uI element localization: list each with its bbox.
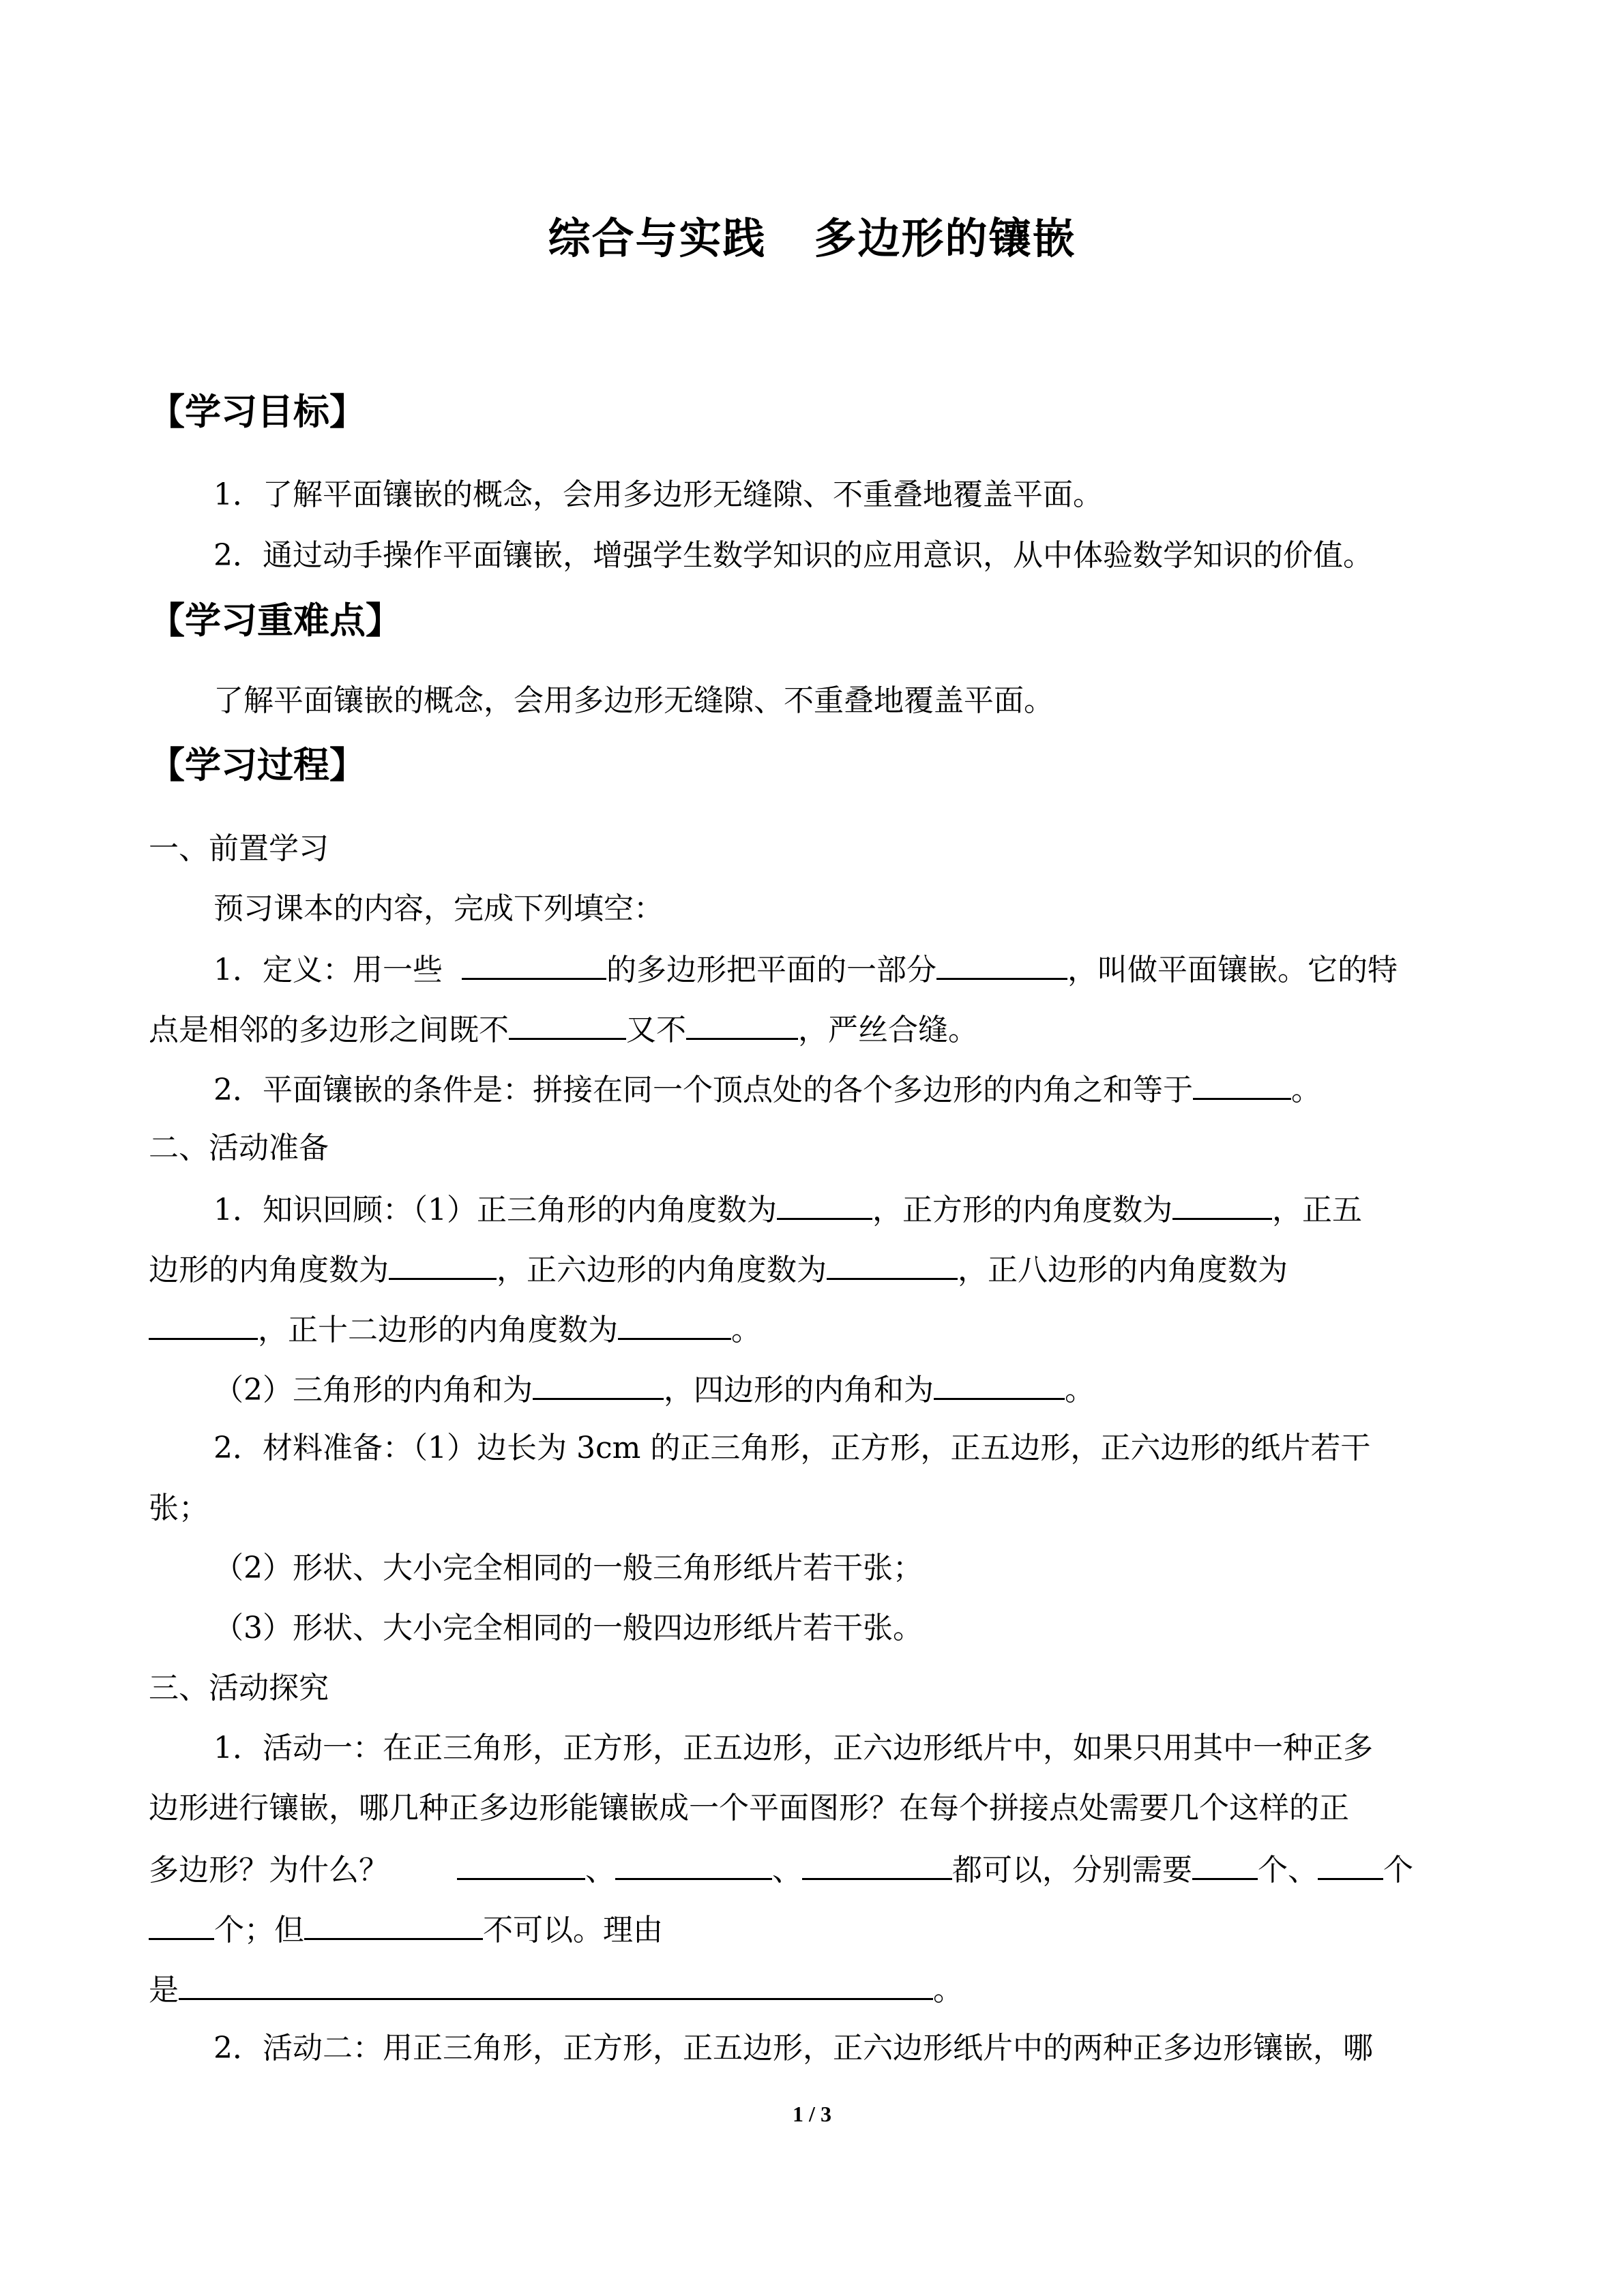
- blank-field[interactable]: [1192, 1848, 1258, 1880]
- question-review-cont-2: ，正十二边形的内角度数为 。: [149, 1308, 761, 1351]
- blank-field[interactable]: [615, 1848, 772, 1880]
- blank-field[interactable]: [457, 1848, 585, 1880]
- question-review: 1．知识回顾：（1）正三角形的内角度数为 ，正方形的内角度数为 ，正五: [213, 1188, 1362, 1231]
- blank-field[interactable]: [149, 1308, 258, 1340]
- goal-1: 1．了解平面镶嵌的概念，会用多边形无缝隙、不重叠地覆盖平面。: [213, 477, 1103, 512]
- blank-field[interactable]: [1172, 1188, 1272, 1220]
- blank-field[interactable]: [934, 1368, 1065, 1400]
- section-1-heading: 一、前置学习: [149, 831, 329, 866]
- question-definition: 1．定义：用一些 的多边形把平面的一部分 ，叫做平面镶嵌。它的特: [213, 948, 1398, 991]
- blank-field[interactable]: [1193, 1068, 1291, 1100]
- activity-2: 2．活动二：用正三角形，正方形，正五边形，正六边形纸片中的两种正多边形镶嵌，哪: [213, 2031, 1373, 2066]
- question-review-cont-1: 边形的内角度数为 ，正六边形的内角度数为 ，正八边形的内角度数为: [149, 1248, 1288, 1291]
- page-title: [0, 208, 1624, 269]
- heading-learning-goals: 【学习目标】: [149, 391, 366, 433]
- question-angle-sum: （2）三角形的内角和为 ，四边形的内角和为 。: [213, 1368, 1095, 1411]
- blank-field[interactable]: [802, 1848, 952, 1880]
- materials-1-cont: 张；: [149, 1491, 209, 1525]
- activity-1-cont-4: 是 。: [149, 1968, 963, 2011]
- blank-field[interactable]: [509, 1008, 626, 1040]
- question-condition: 2．平面镶嵌的条件是：拼接在同一个顶点处的各个多边形的内角之和等于 。: [213, 1068, 1321, 1111]
- blank-field[interactable]: [304, 1908, 483, 1940]
- page-number: 1 / 3: [793, 2102, 831, 2126]
- blank-field[interactable]: [179, 1968, 933, 2000]
- activity-1-cont-2: 多边形？为什么？ 、 、 都可以，分别需要 个、 个: [149, 1848, 1413, 1891]
- blank-field[interactable]: [1318, 1848, 1383, 1880]
- section-2-heading: 二、活动准备: [149, 1131, 329, 1165]
- section-3-heading: 三、活动探究: [149, 1671, 329, 1705]
- blank-field[interactable]: [389, 1248, 497, 1280]
- materials-3: （3）形状、大小完全相同的一般四边形纸片若干张。: [213, 1611, 923, 1645]
- blank-field[interactable]: [827, 1248, 958, 1280]
- question-definition-cont: 点是相邻的多边形之间既不 又不 ，严丝合缝。: [149, 1008, 978, 1051]
- heading-learning-process: 【学习过程】: [149, 745, 366, 786]
- blank-field[interactable]: [618, 1308, 731, 1340]
- section-1-intro: 预习课本的内容，完成下列填空：: [213, 891, 664, 926]
- heading-key-points: 【学习重难点】: [149, 600, 402, 642]
- blank-field[interactable]: [533, 1368, 664, 1400]
- activity-1: 1．活动一：在正三角形，正方形，正五边形，正六边形纸片中，如果只用其中一种正多: [213, 1731, 1373, 1765]
- key-point-1: 了解平面镶嵌的概念，会用多边形无缝隙、不重叠地覆盖平面。: [213, 683, 1054, 718]
- blank-field[interactable]: [686, 1008, 798, 1040]
- activity-1-cont-3: 个；但 不可以。理由: [149, 1908, 663, 1951]
- title-part2: 多边形的镶嵌: [814, 213, 1076, 263]
- activity-1-cont-1: 边形进行镶嵌，哪几种正多边形能镶嵌成一个平面图形？在每个拼接点处需要几个这样的正: [149, 1791, 1349, 1825]
- blank-field[interactable]: [462, 948, 606, 980]
- materials-1: 2．材料准备：（1）边长为 3cm 的正三角形，正方形，正五边形，正六边形的纸片若干: [213, 1431, 1371, 1465]
- blank-field[interactable]: [777, 1188, 872, 1220]
- goal-2: 2．通过动手操作平面镶嵌，增强学生数学知识的应用意识，从中体验数学知识的价值。: [213, 538, 1373, 573]
- materials-2: （2）形状、大小完全相同的一般三角形纸片若干张；: [213, 1551, 923, 1585]
- title-part1: 综合与实践: [548, 213, 767, 263]
- blank-field[interactable]: [149, 1908, 214, 1940]
- blank-field[interactable]: [936, 948, 1067, 980]
